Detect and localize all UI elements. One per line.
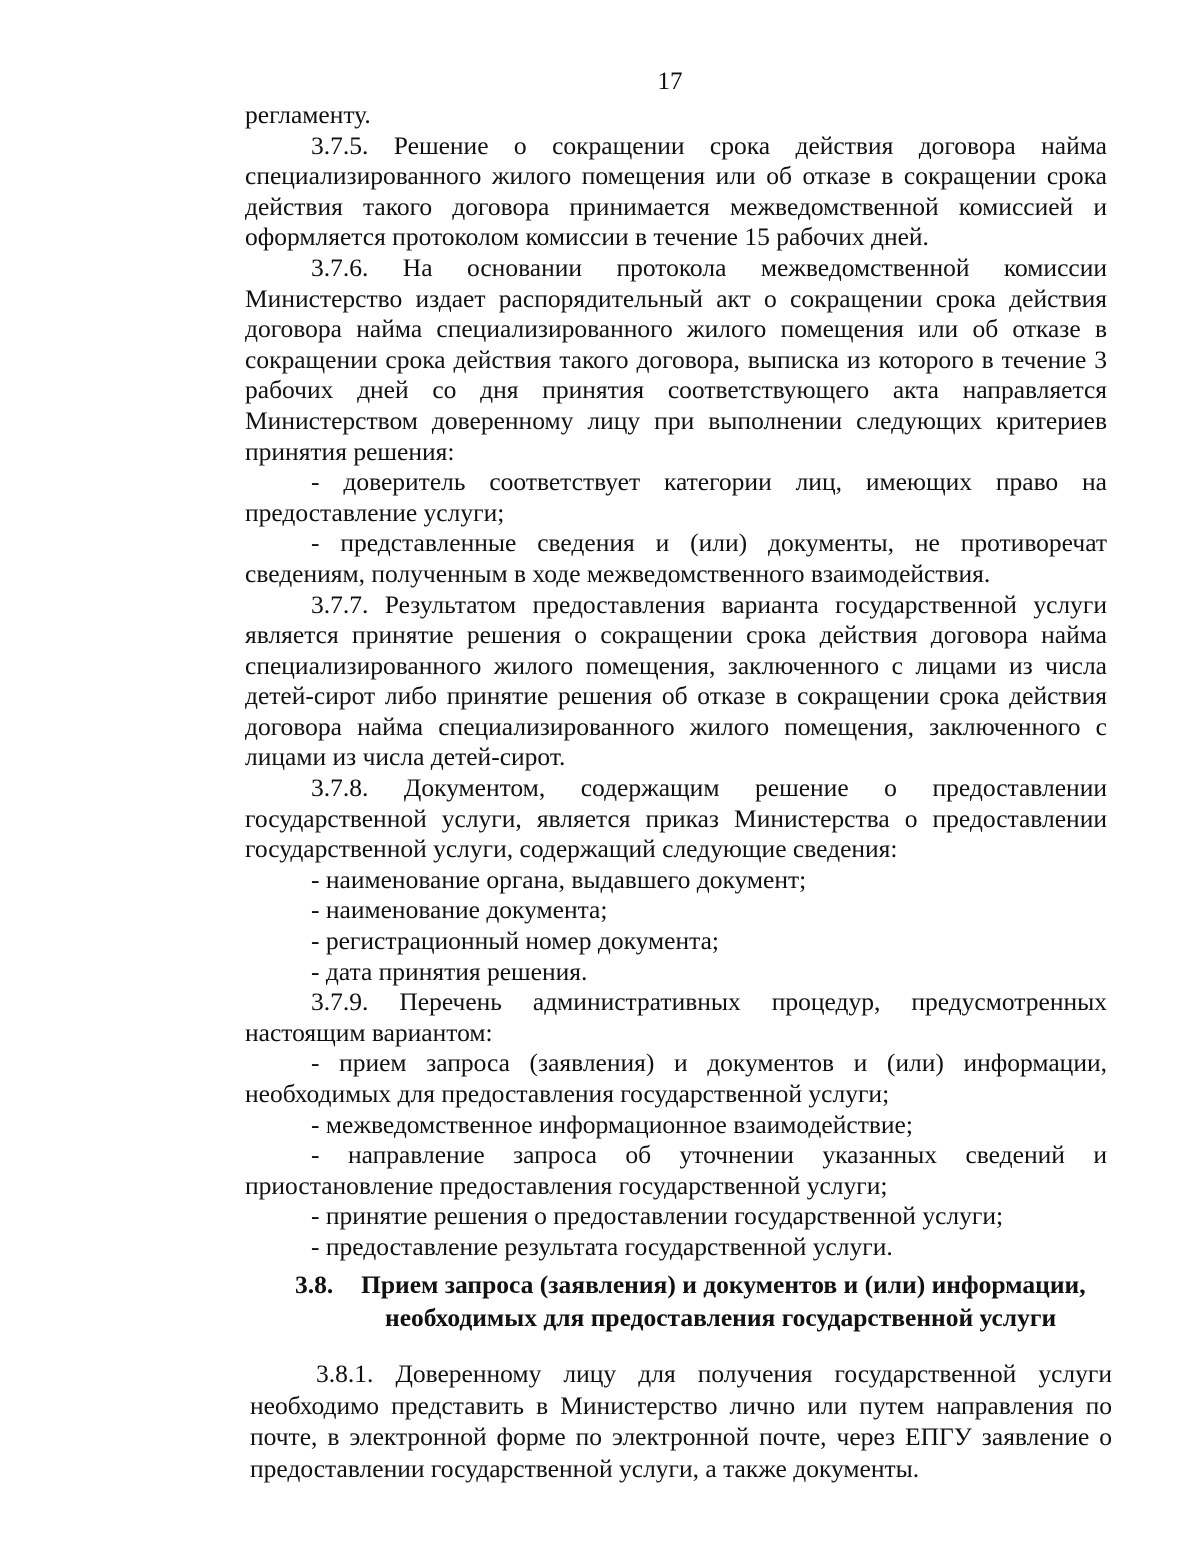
list-item: - дата принятия решения. <box>311 956 588 986</box>
paragraph: регламенту. <box>245 100 371 129</box>
body-text <box>245 100 1107 1263</box>
section-number: 3.8. <box>295 1270 334 1299</box>
list-item: - наименование органа, выдавшего документ; <box>311 864 807 894</box>
page-number: 17 <box>657 68 683 95</box>
list-item: - направление запроса об уточнении указанных сведений и приостановление предоставления государственной услуги; <box>245 1140 1107 1200</box>
section-title-line-1: Прием запроса (заявления) и документов и (или) информации, <box>361 1270 1086 1299</box>
list-item: - доверитель соответствует категории лиц, имеющих право на предоставление услуги; <box>245 467 1107 527</box>
section-title-line-2: необходимых для предоставления государственной услуги <box>385 1303 1057 1332</box>
list-item: - регистрационный номер документа; <box>311 926 719 956</box>
paragraph-3-7-8: 3.7.8. Документом, содержащим решение о предоставлении государственной услуги, является приказ Министерства о предоставлении государственной услуги, содержащий следующие сведения: <box>245 773 1107 864</box>
list-item: - наименование документа; <box>311 895 608 925</box>
list-item: - межведомственное информационное взаимодействие; <box>311 1109 913 1139</box>
list-item: - представленные сведения и (или) документы, не противоречат сведениям, полученным в ходе межведомственного взаимодействия. <box>245 528 1107 588</box>
paragraph-3-7-7: 3.7.7. Результатом предоставления варианта государственной услуги является принятие решения о сокращении срока действия договора найма специализированного жилого помещения, заключенного с лицами из числа детей-сирот либо принятие решения об отказе в сокращении срока действия договора найма специализированного жилого помещения, заключенного с лицами из числа детей-сирот. <box>245 589 1107 772</box>
list-item: - прием запроса (заявления) и документов и (или) информации, необходимых для предоставления государственной услуги; <box>245 1048 1107 1108</box>
list-item: - принятие решения о предоставлении государственной услуги; <box>311 1201 1004 1231</box>
list-item: - предоставление результата государственной услуги. <box>311 1231 893 1261</box>
paragraph-3-7-6: 3.7.6. На основании протокола межведомственной комиссии Министерство издает распорядительный акт о сокращении срока действия договора найма специализированного жилого помещения или об отказе в сокращении срока действия такого договора, выписка из которого в течение 3 рабочих дней со дня принятия соответствующего акта направляется Министерством доверенному лицу при выполнении следующих критериев принятия решения: <box>245 252 1107 466</box>
paragraph-3-7-9: 3.7.9. Перечень административных процедур, предусмотренных настоящим вариантом: <box>245 987 1107 1047</box>
paragraph-3-7-5: 3.7.5. Решение о сокращении срока действия договора найма специализированного жилого помещения или об отказе в сокращении срока действия такого договора принимается межведомственной комиссией и оформляется протоколом комиссии в течение 15 рабочих дней. <box>245 130 1107 252</box>
paragraph-3-8-1: 3.8.1. Доверенному лицу для получения государственной услуги необходимо представить в Министерство лично или путем направления по почте, в электронной форме по электронной почте, через ЕПГУ заявление о предоставлении государственной услуги, а также документы. <box>250 1359 1112 1483</box>
section-text <box>250 1358 1112 1484</box>
